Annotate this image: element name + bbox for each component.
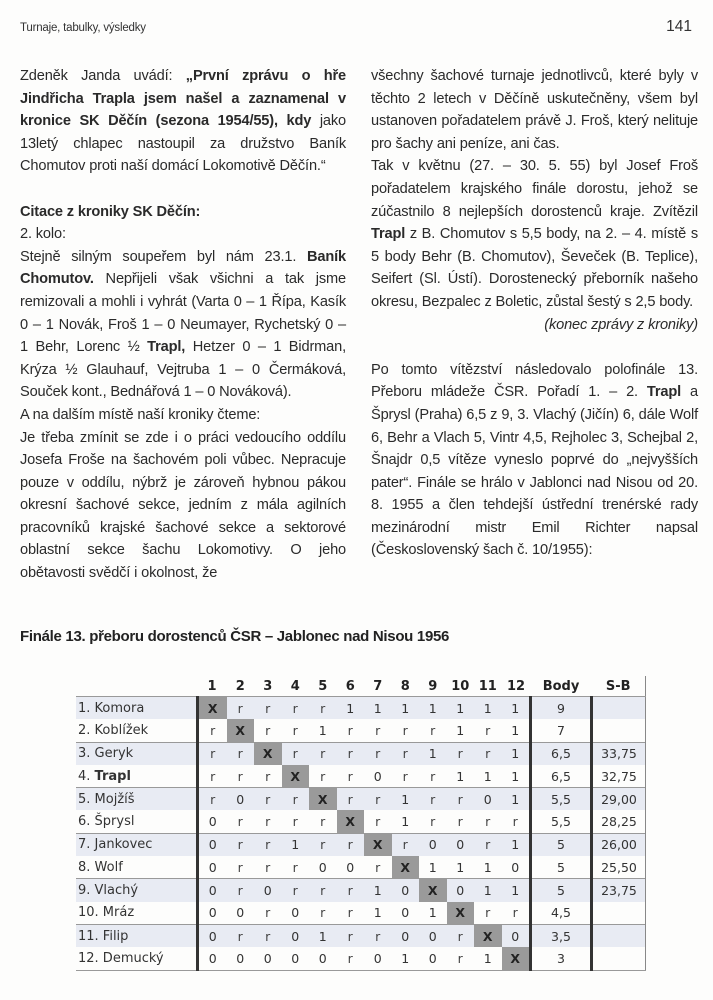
text: Po tomto vítězství následovalo polofinále 13. Přeboru mládeže ČSR. Pořadí 1. – 2. <box>371 361 698 401</box>
result-cell: 0 <box>401 905 410 921</box>
header-blank <box>76 676 198 697</box>
player-name: 10. Mráz <box>76 902 198 925</box>
result-cell: r <box>512 905 518 921</box>
result-cell: r <box>485 905 491 921</box>
result-cell: r <box>265 814 271 830</box>
result-cell: r <box>265 722 271 738</box>
result-cell: 1 <box>474 879 502 902</box>
result-cell: r <box>347 768 353 784</box>
sb-header: S-B <box>592 676 646 697</box>
result-cell: 0 <box>474 788 502 811</box>
result-cell: r <box>227 742 255 765</box>
points-cell: 7 <box>531 719 592 742</box>
column-header: 2 <box>227 676 255 697</box>
result-cell: 1 <box>502 833 531 856</box>
result-cell: 1 <box>401 814 410 830</box>
player-name: 1. Komora <box>76 697 198 720</box>
points-cell: 6,5 <box>531 742 592 765</box>
result-cell: r <box>265 768 271 784</box>
diagonal-cell: X <box>282 765 310 788</box>
result-cell: r <box>320 814 326 830</box>
points-cell: 5 <box>531 833 592 856</box>
result-cell: r <box>457 814 463 830</box>
result-cell: r <box>254 788 282 811</box>
column-header: 8 <box>392 676 420 697</box>
result-cell: 1 <box>364 697 392 720</box>
result-cell: r <box>237 859 243 875</box>
sb-cell <box>592 719 646 742</box>
result-cell: 1 <box>309 924 337 947</box>
text: Hetzer 0 – 1 Bidrman, Krýza ½ Glauhauf, Vejtruba 1 – 0 Čermáková, Souček kont., Bednářová 1 – 0 Nováková). <box>20 339 347 401</box>
result-cell: 0 <box>198 879 227 902</box>
sb-cell <box>592 902 646 925</box>
end-note: (konec zprávy z kroniky) <box>544 316 698 333</box>
intro-text: Zdeněk Janda uvádí: <box>20 68 186 84</box>
result-cell: r <box>254 924 282 947</box>
table-row <box>76 833 646 856</box>
result-cell: r <box>265 905 271 921</box>
result-cell: r <box>474 833 502 856</box>
result-cell: 0 <box>227 947 255 970</box>
result-cell: 1 <box>511 722 520 738</box>
sb-cell: 26,00 <box>592 833 646 856</box>
player-name-bold: Trapl, <box>147 339 186 356</box>
result-cell: 1 <box>392 697 420 720</box>
result-cell: r <box>402 722 408 738</box>
result-cell: 1 <box>419 742 447 765</box>
result-cell: r <box>282 788 310 811</box>
result-cell: 1 <box>373 905 382 921</box>
sb-cell: 23,75 <box>592 879 646 902</box>
result-cell: r <box>198 742 227 765</box>
column-header: 7 <box>364 676 392 697</box>
sb-cell <box>592 924 646 947</box>
result-cell: r <box>254 833 282 856</box>
table-row <box>76 697 646 720</box>
player-name-bold: Trapl <box>371 226 406 243</box>
result-cell: 1 <box>428 905 437 921</box>
result-cell: r <box>198 788 227 811</box>
result-cell: r <box>375 859 381 875</box>
result-cell: 0 <box>309 947 337 970</box>
result-cell: 1 <box>447 697 475 720</box>
table-row <box>76 856 646 879</box>
player-name: 11. Filip <box>76 924 198 947</box>
result-cell: 1 <box>502 742 531 765</box>
result-cell: 0 <box>291 905 300 921</box>
column-header: 6 <box>337 676 365 697</box>
result-cell: 0 <box>282 947 310 970</box>
result-cell: 0 <box>254 947 282 970</box>
player-name-bold: Trapl <box>646 384 682 401</box>
result-cell: r <box>282 879 310 902</box>
table-row <box>76 902 646 925</box>
result-cell: 1 <box>392 947 420 970</box>
sb-cell: 33,75 <box>592 742 646 765</box>
diagonal-cell: X <box>309 788 337 811</box>
table-body <box>76 697 646 971</box>
points-cell: 4,5 <box>531 902 592 925</box>
points-cell: 9 <box>531 697 592 720</box>
result-cell: 0 <box>198 833 227 856</box>
result-cell: r <box>364 924 392 947</box>
result-cell: r <box>237 814 243 830</box>
diagonal-cell: X <box>474 924 502 947</box>
result-cell: 0 <box>392 879 420 902</box>
result-cell: 0 <box>373 768 382 784</box>
intro-text-rest: jako 13letý chlapec nastoupil za družstvo Baník Chomutov proti naší domácí Lokomotivě Děčín.“ <box>20 113 346 175</box>
diagonal-cell: X <box>254 742 282 765</box>
column-header: 10 <box>447 676 475 697</box>
text: Tak v květnu (27. – 30. 5. 55) byl Josef Froš pořadatelem krajského finále dorostu, jehož se zúčastnilo 8 nejlepších dorostenců kraje. Zvítězil <box>371 158 698 220</box>
result-cell: 0 <box>502 924 531 947</box>
result-cell: 0 <box>447 879 475 902</box>
result-cell: r <box>337 947 365 970</box>
result-cell: 0 <box>447 833 475 856</box>
result-cell: 1 <box>282 833 310 856</box>
sb-cell: 32,75 <box>592 765 646 788</box>
result-cell: 0 <box>419 924 447 947</box>
round-label: 2. kolo: <box>20 226 66 243</box>
round-paragraph <box>20 246 346 404</box>
player-name: 12. Demucký <box>76 947 198 970</box>
column-header: 1 <box>198 676 227 697</box>
result-cell: r <box>337 833 365 856</box>
result-cell: r <box>485 814 491 830</box>
table-row <box>76 947 646 970</box>
result-cell: r <box>254 697 282 720</box>
result-cell: 0 <box>392 924 420 947</box>
points-cell: 3,5 <box>531 924 592 947</box>
sb-cell <box>592 947 646 970</box>
paragraph <box>371 359 698 562</box>
result-cell: 0 <box>208 814 217 830</box>
result-cell: 0 <box>236 905 245 921</box>
result-cell: 0 <box>419 947 447 970</box>
points-cell: 5 <box>531 856 592 879</box>
running-head: Turnaje, tabulky, výsledky <box>20 22 146 34</box>
result-cell: 1 <box>474 947 502 970</box>
result-cell: r <box>430 768 436 784</box>
result-cell: 1 <box>456 722 465 738</box>
player-name: 5. Mojžíš <box>76 788 198 811</box>
intro-paragraph <box>20 65 346 178</box>
right-column <box>371 65 698 562</box>
result-cell: 0 <box>511 859 520 875</box>
result-cell: r <box>485 722 491 738</box>
result-cell: r <box>210 768 216 784</box>
result-cell: 1 <box>483 768 492 784</box>
result-cell: r <box>309 697 337 720</box>
result-cell: r <box>227 833 255 856</box>
result-cell: 1 <box>428 859 437 875</box>
result-cell: 0 <box>254 879 282 902</box>
result-cell: r <box>447 742 475 765</box>
result-cell: 0 <box>318 859 327 875</box>
table-title: Finále 13. přeboru dorostenců ČSR – Jablonec nad Nisou 1956 <box>20 628 450 645</box>
result-cell: r <box>512 814 518 830</box>
points-cell: 6,5 <box>531 765 592 788</box>
result-cell: 1 <box>318 722 327 738</box>
table-row <box>76 742 646 765</box>
result-cell: r <box>282 697 310 720</box>
diagonal-cell: X <box>502 947 531 970</box>
table-row <box>76 765 646 788</box>
points-cell: 5,5 <box>531 788 592 811</box>
crosstable <box>76 676 646 971</box>
result-cell: 1 <box>483 859 492 875</box>
result-cell: r <box>347 722 353 738</box>
result-cell: r <box>447 788 475 811</box>
result-cell: 1 <box>456 859 465 875</box>
result-cell: 0 <box>419 833 447 856</box>
result-cell: 0 <box>198 924 227 947</box>
text: Stejně silným soupeřem byl nám 23.1. <box>20 248 307 265</box>
result-cell: 0 <box>208 859 217 875</box>
table-row <box>76 788 646 811</box>
citation-heading: Citace z kroniky SK Děčín: <box>20 203 201 220</box>
table-row <box>76 719 646 742</box>
text: a Šprysl (Praha) 6,5 z 9, 3. Vlachý (Jičín) 6, dále Wolf 6, Behr a Vlach 5, Vintr 4,5, Rejholec 3, Schejbal 2, Šnajdr 0,5 vítěze vyneslo poprvé do „nejvyšších pater“. Finále se hrálo v Jablonci nad Nisou od 20. 8. 1955 a člen tehdejší ústřední trenérské rady mezinárodní mistr Emil Richter napsal (Československý šach č. 10/1955): <box>371 384 698 559</box>
sb-cell: 29,00 <box>592 788 646 811</box>
result-cell: r <box>309 879 337 902</box>
diagonal-cell: X <box>227 719 255 742</box>
points-header: Body <box>531 676 592 697</box>
player-name: 7. Jankovec <box>76 833 198 856</box>
team-name-bold: Baník Chomutov. <box>20 248 346 288</box>
player-name: 3. Geryk <box>76 742 198 765</box>
text: Nepřijeli však všichni a tak jsme remizovali a mohli i vyhrát (Varta 0 – 1 Řípa, Kasík 0 – 1 Novák, Froš 1 – 0 Neumayer, Rychetský 0 – 1 Behr, Lorenc ½ <box>20 271 346 356</box>
result-cell: r <box>320 768 326 784</box>
paragraph: všechny šachové turnaje jednotlivců, které byly v těchto 2 letech v Děčíně uskutečněny, všem byl ustanoven pořadatelem právě J. Froš, který nelituje pro šachy ani peníze, ani čas. <box>371 68 698 152</box>
table-header-row <box>76 676 646 697</box>
result-cell: 1 <box>502 879 531 902</box>
left-column <box>20 65 346 585</box>
result-cell: 1 <box>456 768 465 784</box>
column-header: 4 <box>282 676 310 697</box>
result-cell: 1 <box>392 788 420 811</box>
result-cell: 0 <box>198 947 227 970</box>
column-header: 11 <box>474 676 502 697</box>
player-name: 4. Trapl <box>76 765 198 788</box>
result-cell: r <box>227 879 255 902</box>
column-header: 5 <box>309 676 337 697</box>
result-cell: 1 <box>474 697 502 720</box>
result-cell: 0 <box>346 859 355 875</box>
result-cell: r <box>447 947 475 970</box>
table-row <box>76 810 646 833</box>
result-cell: r <box>292 722 298 738</box>
player-name: 6. Šprysl <box>76 810 198 833</box>
result-cell: 1 <box>419 697 447 720</box>
result-cell: r <box>282 742 310 765</box>
result-cell: r <box>337 879 365 902</box>
result-cell: r <box>337 742 365 765</box>
text: z B. Chomutov s 5,5 body, na 2. – 4. místě s 5 body Behr (B. Chomutov), Ševeček (B. Teplice), Seifert (Sl. Ústí). Dorostenecký přeborník našeho okresu, Bezpalec z Boletic, zůstal šestý s 2,5 body. <box>371 226 698 310</box>
diagonal-cell: X <box>392 856 420 879</box>
diagonal-cell: X <box>337 810 365 833</box>
result-cell: r <box>265 859 271 875</box>
result-cell: 1 <box>502 788 531 811</box>
column-header: 3 <box>254 676 282 697</box>
result-cell: 0 <box>208 905 217 921</box>
intro-quote-bold: „První zprávu o hře Jindřicha Trapla jsem našel a zaznamenal v kronice SK Děčín (sezona 1954/55), kdy <box>20 68 346 130</box>
points-cell: 5 <box>531 879 592 902</box>
result-cell: r <box>430 722 436 738</box>
paragraph: Je třeba zmínit se zde i o práci vedoucího oddílu Josefa Froše na šachovém poli vůbec. Nepracuje pouze v oddílu, nýbrž je zároveň hybnou pákou okresní šachové sekce, jedním z mála agilních pracovníků krajské šachové sekce a sektorové oblastní sekce šachu Lokomotivy. O jeho obětavosti svědčí i okolnost, že <box>20 429 346 582</box>
result-cell: r <box>227 924 255 947</box>
paragraph: A na dalším místě naší kroniky čteme: <box>20 406 261 423</box>
result-cell: r <box>237 768 243 784</box>
player-name: 8. Wolf <box>76 856 198 879</box>
table-row <box>76 924 646 947</box>
result-cell: r <box>337 924 365 947</box>
sb-cell: 25,50 <box>592 856 646 879</box>
result-cell: 0 <box>364 947 392 970</box>
result-cell: r <box>375 722 381 738</box>
result-cell: r <box>337 788 365 811</box>
diagonal-cell: X <box>419 879 447 902</box>
result-cell: 1 <box>364 879 392 902</box>
result-cell: r <box>474 742 502 765</box>
result-cell: 0 <box>282 924 310 947</box>
sb-cell: 28,25 <box>592 810 646 833</box>
column-header: 12 <box>502 676 531 697</box>
points-cell: 3 <box>531 947 592 970</box>
points-cell: 5,5 <box>531 810 592 833</box>
paragraph <box>371 155 698 313</box>
player-name: 2. Koblížek <box>76 719 198 742</box>
result-cell: 1 <box>502 697 531 720</box>
result-cell: r <box>210 722 216 738</box>
sb-cell <box>592 697 646 720</box>
result-cell: 1 <box>511 768 520 784</box>
result-cell: r <box>392 742 420 765</box>
result-cell: r <box>292 814 298 830</box>
table-row <box>76 879 646 902</box>
result-cell: r <box>419 788 447 811</box>
result-cell: r <box>227 697 255 720</box>
result-cell: r <box>375 814 381 830</box>
result-cell: r <box>364 788 392 811</box>
diagonal-cell: X <box>198 697 227 720</box>
result-cell: r <box>320 905 326 921</box>
result-cell: r <box>402 768 408 784</box>
column-header: 9 <box>419 676 447 697</box>
player-name: 9. Vlachý <box>76 879 198 902</box>
page-number: 141 <box>666 18 692 35</box>
result-cell: r <box>309 742 337 765</box>
diagonal-cell: X <box>364 833 392 856</box>
result-cell: 0 <box>227 788 255 811</box>
result-cell: r <box>347 905 353 921</box>
result-cell: r <box>447 924 475 947</box>
result-cell: r <box>430 814 436 830</box>
result-cell: r <box>309 833 337 856</box>
result-cell: r <box>292 859 298 875</box>
result-cell: r <box>392 833 420 856</box>
diagonal-cell: X <box>447 902 475 925</box>
result-cell: r <box>364 742 392 765</box>
result-cell: 1 <box>337 697 365 720</box>
